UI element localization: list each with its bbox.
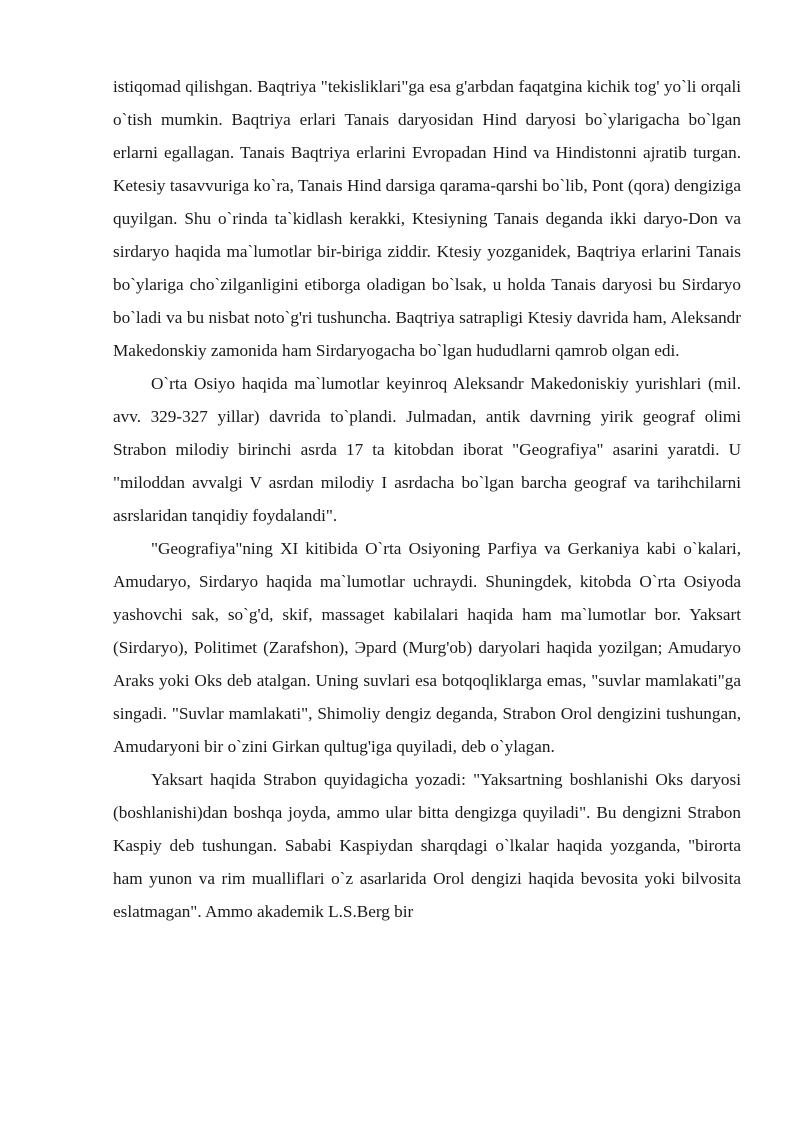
paragraph-3: "Geografiya"ning XI kitibida O`rta Osiyoning Parfiya va Gerkaniya kabi o`kalari, Amudaryo, Sirdaryo haqida ma`lumotlar uchraydi. Shuningdek, kitobda O`rta Osiyoda yashovchi sak, so`g'd, skif, massaget kabilalari haqida ham ma`lumotlar bor. Yaksart (Sirdaryo), Politimet (Zarafshon), Эpard (Murg'ob) daryolari haqida yozilgan; Amudaryo Araks yoki Oks deb atalgan. Uning suvlari esa botqoqliklarga emas, "suvlar mamlakati"ga singadi. "Suvlar mamlakati", Shimoliy dengiz deganda, Strabon Orol dengizini tushungan, Amudaryoni bir o`zini Girkan qultug'iga quyiladi, deb o`ylagan. [113,539,741,756]
paragraph-4: Yaksart haqida Strabon quyidagicha yozadi: "Yaksartning boshlanishi Oks daryosi (boshlanishi)dan boshqa joyda, ammo ular bitta dengizga quyiladi". Bu dengizni Strabon Kaspiy deb tushungan. Sababi Kaspiydan sharqdagi o`lkalar haqida yozganda, "birorta ham yunon va rim mualliflari o`z asarlarida Orol dengizi haqida bevosita yoki bilvosita eslatmagan". Ammo akademik L.S.Berg bir [113,770,741,921]
document-page [113,70,741,928]
paragraph-1: istiqomad qilishgan. Baqtriya "tekisliklari"ga esa g'arbdan faqatgina kichik tog' yo`li orqali o`tish mumkin. Baqtriya erlari Tanais daryosidan Hind daryosi bo`ylarigacha bo`lgan erlarni egallagan. Tanais Baqtriya erlarini Evropadan Hind va Hindistonni ajratib turgan. Ketesiy tasavvuriga ko`ra, Tanais Hind darsiga qarama-qarshi bo`lib, Pont (qora) dengiziga quyilgan. Shu o`rinda ta`kidlash kerakki, Ktesiyning Tanais deganda ikki daryo-Don va sirdaryo haqida ma`lumotlar bir-biriga ziddir. Ktesiy yozganidek, Baqtriya erlarini Tanais bo`ylariga cho`zilganligini etiborga oladigan bo`lsak, u holda Tanais daryosi bu Sirdaryo bo`ladi va bu nisbat noto`g'ri tushuncha. Baqtriya satrapligi Ktesiy davrida ham, Aleksandr Makedonskiy zamonida ham Sirdaryogacha bo`lgan hududlarni qamrob olgan edi. [113,77,741,360]
paragraph-2: O`rta Osiyo haqida ma`lumotlar keyinroq Aleksandr Makedoniskiy yurishlari (mil. avv. 329-327 yillar) davrida to`plandi. Julmadan, antik davrning yirik geograf olimi Strabon milodiy birinchi asrda 17 ta kitobdan iborat "Geografiya" asarini yaratdi. U "miloddan avvalgi V asrdan milodiy I asrdacha bo`lgan barcha geograf va tarihchilarni asrslaridan tanqidiy foydalandi". [113,374,741,525]
